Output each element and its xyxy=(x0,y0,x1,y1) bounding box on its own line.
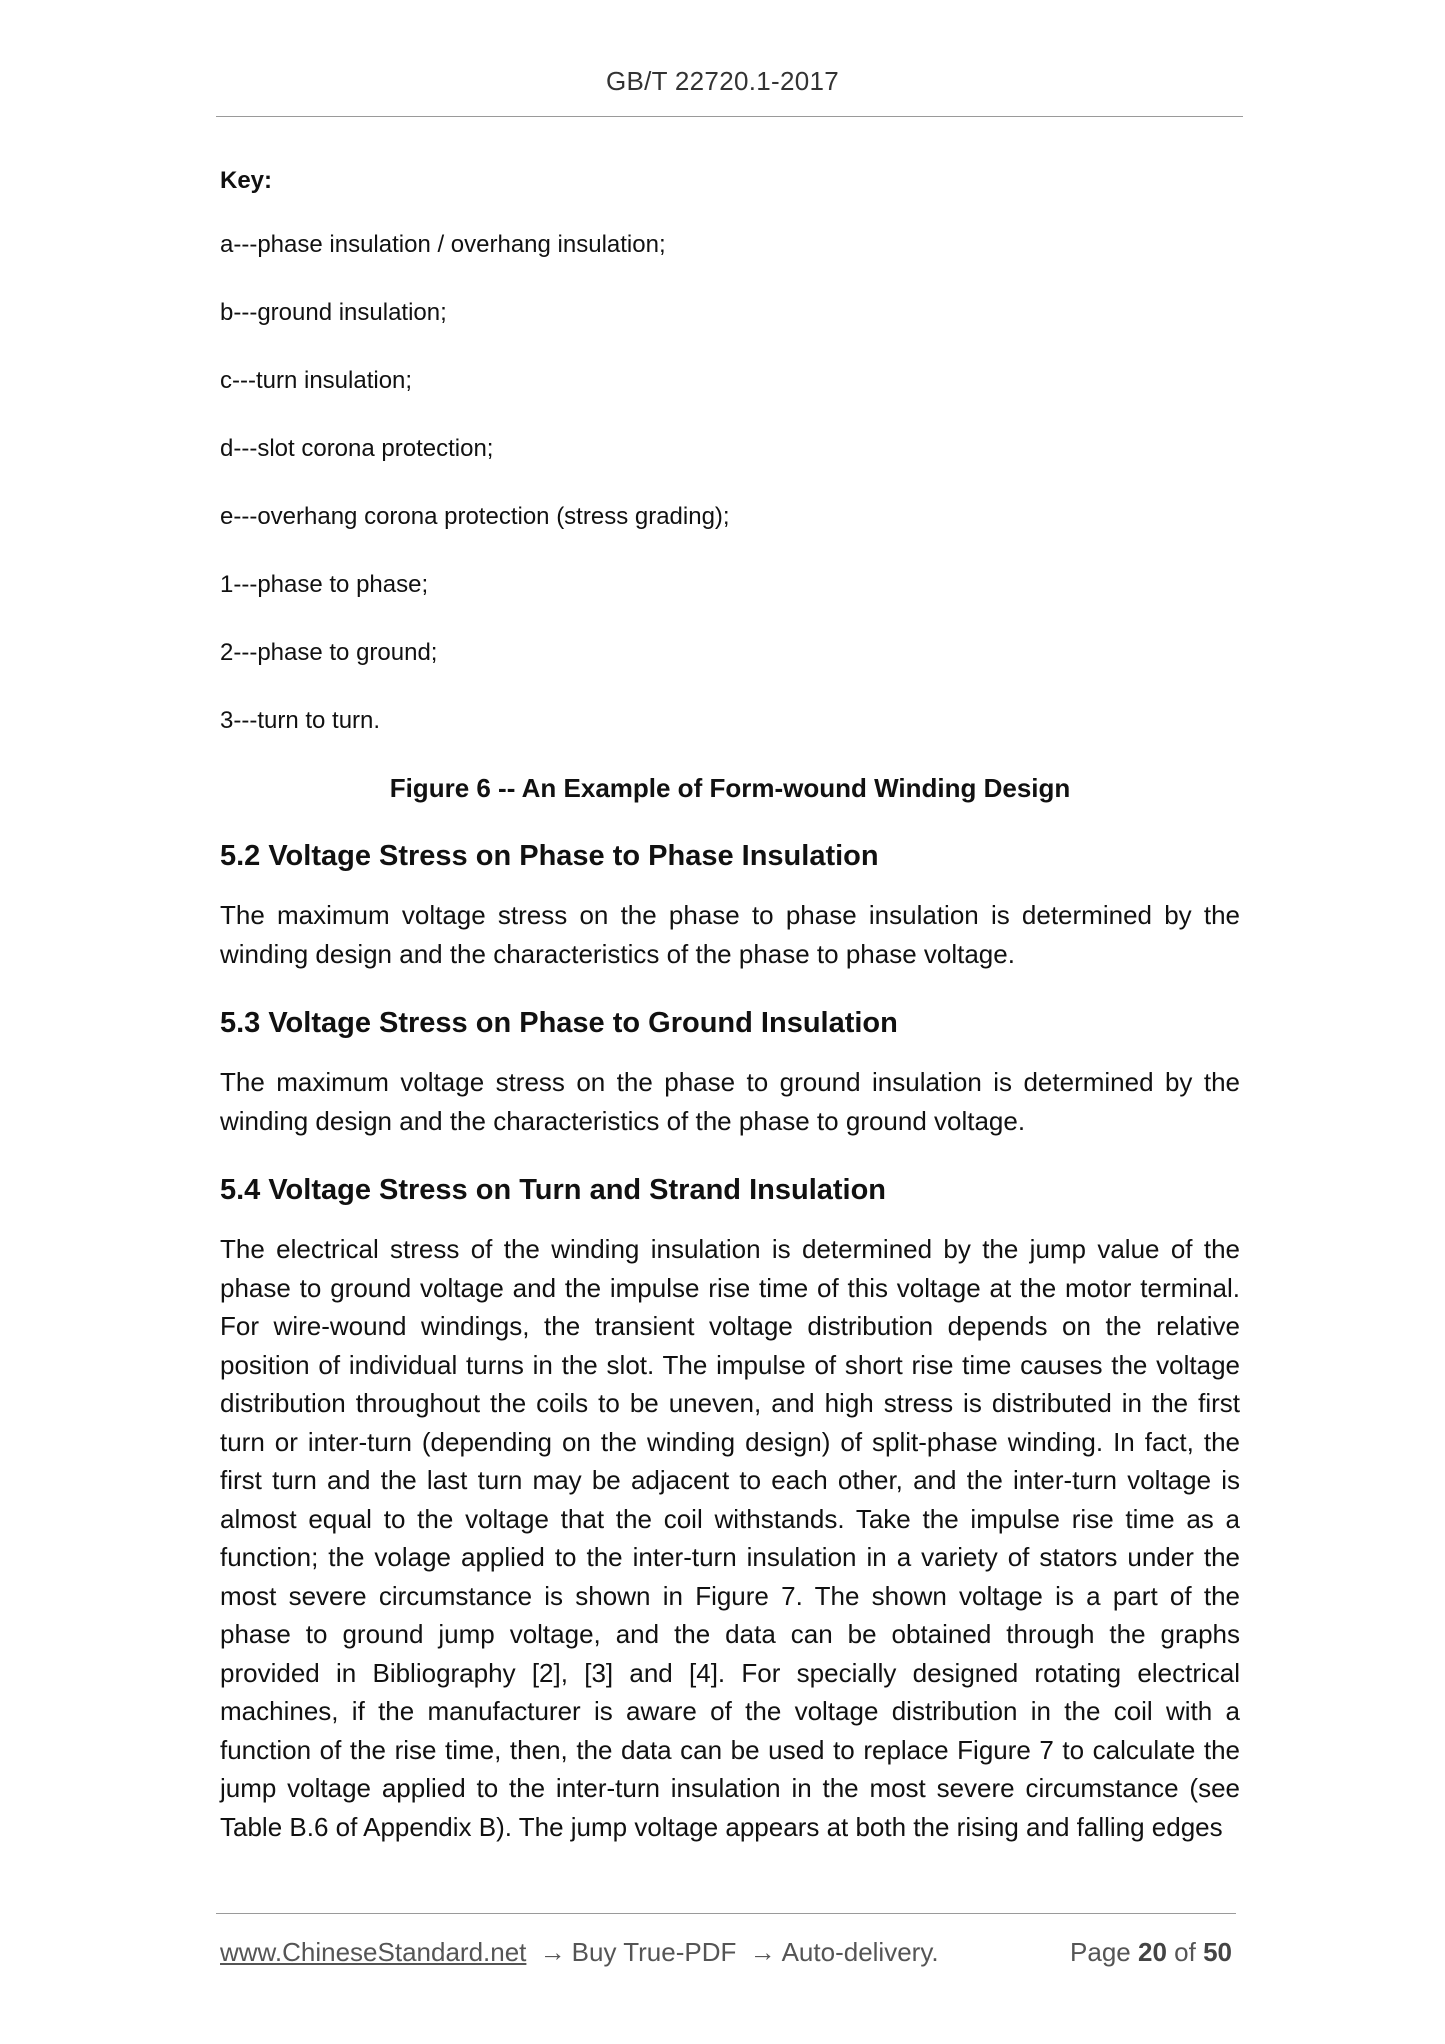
section-heading-5-4: 5.4 Voltage Stress on Turn and Strand Insulation xyxy=(220,1174,887,1206)
key-item: d---slot corona protection; xyxy=(220,435,494,462)
key-item: 2---phase to ground; xyxy=(220,639,438,666)
header-divider xyxy=(216,116,1243,117)
page-footer xyxy=(220,1937,1232,1968)
delivery-text: Auto-delivery. xyxy=(781,1937,939,1967)
page-indicator xyxy=(1070,1937,1232,1968)
page-total: 50 xyxy=(1203,1937,1232,1967)
section-body-5-2: The maximum voltage stress on the phase to phase insulation is determined by the winding design and the characteristics of the phase to phase voltage. xyxy=(220,900,1240,969)
figure-caption: Figure 6 -- An Example of Form-wound Winding Design xyxy=(389,773,1071,803)
section-body-5-3: The maximum voltage stress on the phase to ground insulation is determined by the winding design and the characteristics of the phase to ground voltage. xyxy=(220,1067,1240,1136)
document-header-code: GB/T 22720.1-2017 xyxy=(605,66,839,96)
key-list xyxy=(220,228,1240,738)
key-item: a---phase insulation / overhang insulation; xyxy=(220,231,666,258)
footer-divider xyxy=(216,1913,1236,1914)
key-title: Key: xyxy=(220,167,273,194)
arrow-right-icon: → xyxy=(539,1937,566,1967)
section-heading-5-3: 5.3 Voltage Stress on Phase to Ground Insulation xyxy=(220,1007,898,1039)
key-item: b---ground insulation; xyxy=(220,299,447,326)
page-content xyxy=(220,160,1240,1846)
buy-text: Buy True-PDF xyxy=(571,1937,737,1967)
section-body-5-4: The electrical stress of the winding insulation is determined by the jump value of the phase to ground voltage and the impulse rise time of this voltage at the motor terminal. For wire-wound windings, the transient voltage distribution depends on the relative position of individual turns in the slot. The impulse of short rise time causes the voltage distribution throughout the coils to be uneven, and high stress is distributed in the first turn or inter-turn (depending on the winding design) of split-phase winding. In fact, the first turn and the last turn may be adjacent to each other, and the inter-turn voltage is almost equal to the voltage that the coil withstands. Take the impulse rise time as a function; the volage applied to the inter-turn insulation in a variety of stators under the most severe circumstance is shown in Figure 7. The shown voltage is a part of the phase to ground jump voltage, and the data can be obtained through the graphs provided in Bibliography [2], [3] and [4]. For specially designed rotating electrical machines, if the manufacturer is aware of the voltage distribution in the coil with a function of the rise time, then, the data can be used to replace Figure 7 to calculate the jump voltage applied to the inter-turn insulation in the most severe circumstance (see Table B.6 of Appendix B). The jump voltage appears at both the rising and falling edges xyxy=(220,1234,1240,1842)
page-number: 20 xyxy=(1138,1937,1167,1967)
section-heading-5-2: 5.2 Voltage Stress on Phase to Phase Insulation xyxy=(220,840,879,872)
key-item: 1---phase to phase; xyxy=(220,571,429,598)
key-item: e---overhang corona protection (stress grading); xyxy=(220,503,730,530)
footer-promo xyxy=(220,1937,939,1968)
of-label: of xyxy=(1174,1937,1196,1967)
page-label: Page xyxy=(1070,1937,1131,1967)
key-item: c---turn insulation; xyxy=(220,367,413,394)
key-item: 3---turn to turn. xyxy=(220,707,381,734)
arrow-right-icon: → xyxy=(749,1937,776,1967)
site-link[interactable]: www.ChineseStandard.net xyxy=(220,1937,527,1967)
